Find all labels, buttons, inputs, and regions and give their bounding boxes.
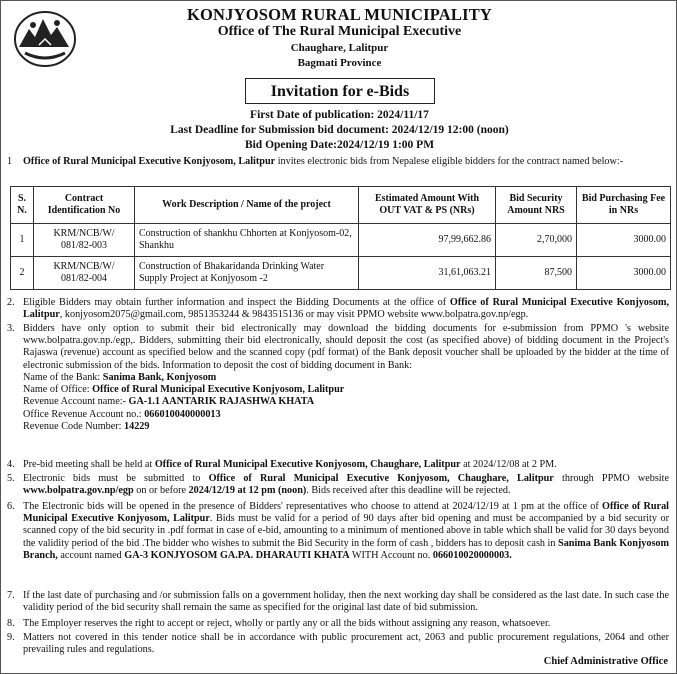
para6-text-e: account named <box>57 549 125 561</box>
para2-bold: Office of Rural Municipal Executive Konjyosom, Lalitpur <box>23 297 669 321</box>
cell-security: 2,70,000 <box>496 224 577 257</box>
cell-fee: 3000.00 <box>577 257 671 290</box>
bank-name: Sanima Bank, Konjyosom <box>102 371 217 383</box>
para-number: 4. <box>7 459 15 470</box>
paragraph-2 <box>23 297 669 321</box>
paragraph-4 <box>23 459 669 471</box>
paragraph-1 <box>23 156 669 168</box>
para5-website: www.bolpatra.gov.np/egp <box>23 485 134 497</box>
paragraph-7: If the last date of purchasing and /or submission falls on a government holiday, then the next working day shall be considered as the last date. In such case the validity period of the bid security shall remain the same as specified for the original last date of bid submission. <box>23 590 669 614</box>
revenue-value: GA-1.1 AANTARIK RAJASHWA KHATA <box>128 396 315 408</box>
para6-account-no: 066010020000003. <box>432 549 512 561</box>
para5-deadline: 2024/12/19 at 12 pm (noon) <box>188 485 307 497</box>
office-location: Chaughare, Lalitpur <box>290 42 389 54</box>
para6-bold-office: Office of Rural Municipal Executive Konjyosom, Lalitpur <box>23 501 670 525</box>
para-number: 3. <box>7 323 15 334</box>
bank-label: Name of the Bank: <box>23 371 103 383</box>
para6-text-c: . Bids must be valid for a period of 90 days after bid opening and must be accompanied by a bid security or scanned copy of the bid security in .pdf format in case of e-bid, amounting to a minimum of mentioned above in table which shall be valid for 30 days beyond the validity period of the bid .The bidder who wishes to submit the Bid Security in the form of cash , bidders has to deposit cash in <box>23 513 669 549</box>
para4-text-a: Pre-bid meeting shall be held at <box>23 459 155 470</box>
col-contract-id: Contract Identification No <box>34 187 135 224</box>
revenue-code-value: 14229 <box>124 420 150 432</box>
para1-text: invites electronic bids from Nepalese eligible bidders for the contract named below:- <box>275 156 624 167</box>
notice-title: Invitation for e-Bids <box>245 78 435 104</box>
revenue-label: Revenue Account name:- <box>23 396 129 408</box>
para5-text-c: through PPMO website <box>553 473 669 484</box>
paragraph-5 <box>23 473 669 497</box>
contracts-table <box>10 186 671 290</box>
para1-bold: Office of Rural Municipal Executive Konjyosom, Lalitpur <box>23 156 276 167</box>
para-number: 8. <box>7 618 15 629</box>
signoff: Chief Administrative Office <box>543 656 668 667</box>
para6-text-g: WITH Account no. <box>349 549 433 561</box>
cell-amount: 31,61,063.21 <box>359 257 496 290</box>
office-revenue-label: Office Revenue Account no.: <box>23 408 145 420</box>
office-value: Office of Rural Municipal Executive Konjyosom, Lalitpur <box>92 384 345 396</box>
paragraph-6 <box>23 501 669 562</box>
municipality-name: KONJYOSOM RURAL MUNICIPALITY <box>186 5 493 24</box>
col-sn: S. N. <box>11 187 34 224</box>
bid-opening-date: Bid Opening Date:2024/12/19 1:00 PM <box>244 139 435 151</box>
first-publication-date: First Date of publication: 2024/11/17 <box>250 109 429 121</box>
para4-bold: Office of Rural Municipal Executive Konjyosom, Chaughare, Lalitpur <box>154 459 461 470</box>
col-purchasing-fee: Bid Purchasing Fee in NRs <box>577 187 671 224</box>
revenue-code-label: Revenue Code Number: <box>23 420 124 432</box>
paragraph-9: Matters not covered in this tender notice shall be in accordance with public procurement act, 2063 and public procurement regulations, 2064 and other prevailing rules and regulations. <box>23 632 669 656</box>
province-name: Bagmati Province <box>297 57 382 69</box>
office-label: Name of Office: <box>23 384 93 396</box>
para3-text: Bidders have only option to submit their bid electronically may download the bidding documents for e-submission from PPMO 's website www.bolpatra.gov.np./egp,. Bidders, submitting their bid electronically, should deposit the cost (as specified above) of bidding document in the Project's Rajaswa (revenue) account as specified below and the scanned copy (pdf format) of the Bank deposit voucher shall be uploaded by the bidder at the time of electronic submission of the bids. Information to deposit the cost of bidding document in Bank: <box>23 323 669 371</box>
para6-text-a: The Electronic bids will be opened in the presence of Bidders' representatives who choose to attend at 2024/12/19 at 1 pm at the office of <box>23 501 603 512</box>
para5-text-g: . Bids received after this deadline will be rejected. <box>306 485 511 497</box>
cell-sn: 2 <box>11 257 34 290</box>
cell-contract-id: KRM/NCB/W/ 081/82-004 <box>34 257 135 290</box>
para6-bank: Sanima Bank Konjyosom Branch, <box>23 537 670 561</box>
cell-security: 87,500 <box>496 257 577 290</box>
cell-contract-id: KRM/NCB/W/ 081/82-003 <box>34 224 135 257</box>
cell-description: Construction of shankhu Chhorten at Konjyosom-02, Shankhu <box>135 224 359 257</box>
para4-text-c: at 2024/12/08 at 2 PM. <box>460 459 557 470</box>
col-work-description: Work Description / Name of the project <box>135 187 359 224</box>
para2-text-c: , konjyosom2075@gmail.com, 9851353244 & 9843515136 or may visit PPMO website www.bolpatra.gov.np/egp. <box>59 309 529 321</box>
para5-text-e: on or before <box>133 485 189 497</box>
cell-fee: 3000.00 <box>577 224 671 257</box>
para5-text-a: Electronic bids must be submitted to <box>23 473 209 484</box>
para-number: 9. <box>7 632 15 643</box>
last-deadline-date: Last Deadline for Submission bid document: 2024/12/19 12:00 (noon) <box>170 124 509 136</box>
para-number: 6. <box>7 501 15 512</box>
paragraph-8: The Employer reserves the right to accept or reject, wholly or partly any or all the bids without assigning any reason, whatsoever. <box>23 618 551 629</box>
table-row <box>11 257 671 290</box>
col-bid-security: Bid Security Amount NRS <box>496 187 577 224</box>
cell-amount: 97,99,662.86 <box>359 224 496 257</box>
cell-sn: 1 <box>11 224 34 257</box>
col-estimated-amount: Estimated Amount With OUT VAT & PS (NRs) <box>359 187 496 224</box>
office-name: Office of The Rural Municipal Executive <box>217 24 462 39</box>
para6-account-name: GA-3 KONJYOSOM GA.PA. DHARAUTI KHATA <box>124 549 350 561</box>
table-header-row <box>11 187 671 224</box>
table-row <box>11 224 671 257</box>
para2-text-a: Eligible Bidders may obtain further information and inspect the Bidding Documents at the office of <box>23 297 450 308</box>
para5-bold: Office of Rural Municipal Executive Konjyosom, Chaughare, Lalitpur <box>208 473 554 484</box>
para-number: 5. <box>7 473 15 484</box>
paragraph-3 <box>23 323 669 433</box>
cell-description: Construction of Bhakaridanda Drinking Water Supply Project at Konjyosom -2 <box>135 257 359 290</box>
para-number: 7. <box>7 590 15 601</box>
para-number: 2. <box>7 297 15 308</box>
para-number: 1 <box>7 156 13 167</box>
office-revenue-value: 066010040000013 <box>144 408 221 420</box>
